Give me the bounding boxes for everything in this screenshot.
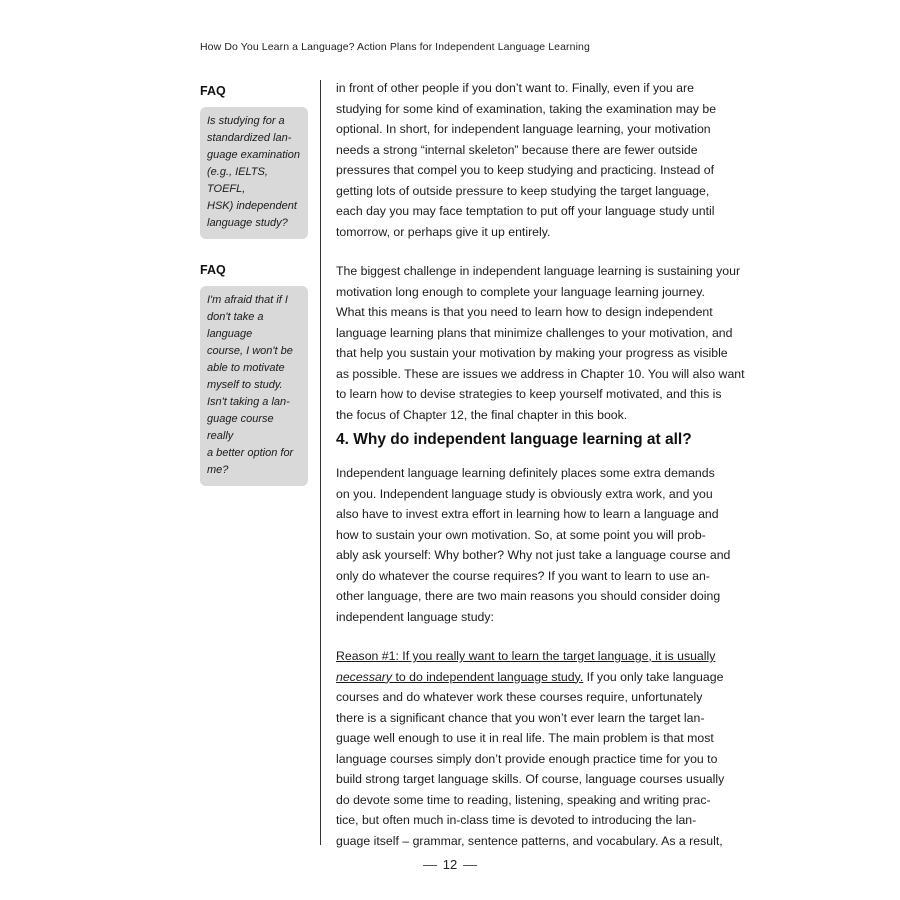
text-line: that help you sustain your motivation by making your progress as visible [336,346,728,360]
text-line: on you. Independent language study is obviously extra work, and you [336,486,713,501]
faq-line: Isn't taking a lan- [207,396,290,408]
text-line: studying for some kind of examination, taking the examination may be [336,101,717,116]
text-line: pressures that compel you to keep studying and practicing. Instead of [336,163,715,177]
text-line: language learning plans that minimize challenges to your motivation, and [336,325,733,340]
text-line: optional. In short, for independent language learning, your motivation [336,122,711,136]
text-line: The biggest challenge in independent language learning is sustaining your [336,264,741,278]
page-number-value: 12 [442,857,458,872]
faq-label: FAQ [200,84,226,98]
reason-1-underlined-line: Reason #1: If you really want to learn the target language, it is usually [336,649,716,663]
text-line: ably ask yourself: Why bother? Why not just take a language course and [336,548,731,562]
faq-sidebar-2 [200,263,308,486]
faq-line: don't take a language [207,311,264,340]
text-line: guage well enough to use it in real life. The main problem is that most [336,731,714,745]
text-line: tice, but often much in-class time is devoted to introducing the lan- [336,813,697,827]
faq-line: (e.g., IELTS, TOEFL, [207,166,268,195]
faq-line: standardized lan- [207,132,292,144]
text-line: guage itself – grammar, sentence patterns, and vocabulary. As a result, [336,833,723,848]
text-line: motivation long enough to complete your language learning journey. [336,284,705,299]
faq-line: language study? [207,217,288,229]
page-number [0,857,900,872]
paragraph-4 [336,646,724,851]
faq-line: me? [207,464,229,476]
text-line: the focus of Chapter 12, the final chapter in this book. [336,407,628,422]
faq-question-box [200,286,308,486]
text-line: independent language study: [336,609,494,624]
column-divider [320,80,321,845]
text-line: language courses simply don’t provide enough practice time for you to [336,751,718,766]
paragraph-3 [336,463,730,627]
text-line: do devote some time to reading, listening, speaking and writing prac- [336,792,711,807]
text-line: What this means is that you need to learn how to design independent [336,305,713,319]
faq-line: Is studying for a [207,115,285,127]
faq-line: course, I won't be [207,345,293,357]
faq-line: able to motivate [207,362,285,374]
faq-line: guage course really [207,413,274,442]
text-fragment: If you only take language [583,669,724,684]
text-line: as possible. These are issues we address in Chapter 10. You will also want [336,366,745,381]
underlined-phrase: to do independent language study. [392,669,584,684]
text-line: to learn how to devise strategies to keep yourself motivated, and this is [336,387,722,401]
faq-line: myself to study. [207,379,283,391]
faq-question-box [200,107,308,239]
paragraph-2 [336,261,745,425]
faq-sidebar-1 [200,84,308,239]
text-line: Independent language learning definitely places some extra demands [336,466,715,480]
faq-line: guage examination [207,149,300,161]
faq-label: FAQ [200,263,226,277]
text-line: also have to invest extra effort in learning how to learn a language and [336,507,719,521]
section-heading: 4. Why do independent language learning at all? [336,431,692,448]
page-number-dash-right [463,865,477,866]
emphasis-necessary: necessary [336,669,393,684]
text-line [336,667,724,688]
text-line: there is a significant chance that you won’t ever learn the target lan- [336,710,705,725]
text-line: how to sustain your own motivation. So, at some point you will prob- [336,527,706,542]
running-header: How Do You Learn a Language? Action Plans for Independent Language Learning [200,41,590,53]
page-number-dash-left [423,865,437,866]
text-line: build strong target language skills. Of course, language courses usually [336,772,725,786]
text-line: other language, there are two main reasons you should consider doing [336,589,721,603]
faq-line: HSK) independent [207,200,297,212]
text-line: needs a strong “internal skeleton” because there are fewer outside [336,142,698,157]
paragraph-1 [336,78,716,242]
faq-line: I'm afraid that if I [207,294,288,306]
text-line: getting lots of outside pressure to keep studying the target language, [336,183,710,198]
text-line: only do whatever the course requires? If you want to learn to use an- [336,568,710,583]
text-line: courses and do whatever work these courses require, unfortunately [336,690,703,704]
faq-line: a better option for [207,447,294,459]
text-line: tomorrow, or perhaps give it up entirely. [336,224,551,239]
text-line: each day you may face temptation to put off your language study until [336,204,715,218]
text-line: in front of other people if you don’t want to. Finally, even if you are [336,81,694,95]
